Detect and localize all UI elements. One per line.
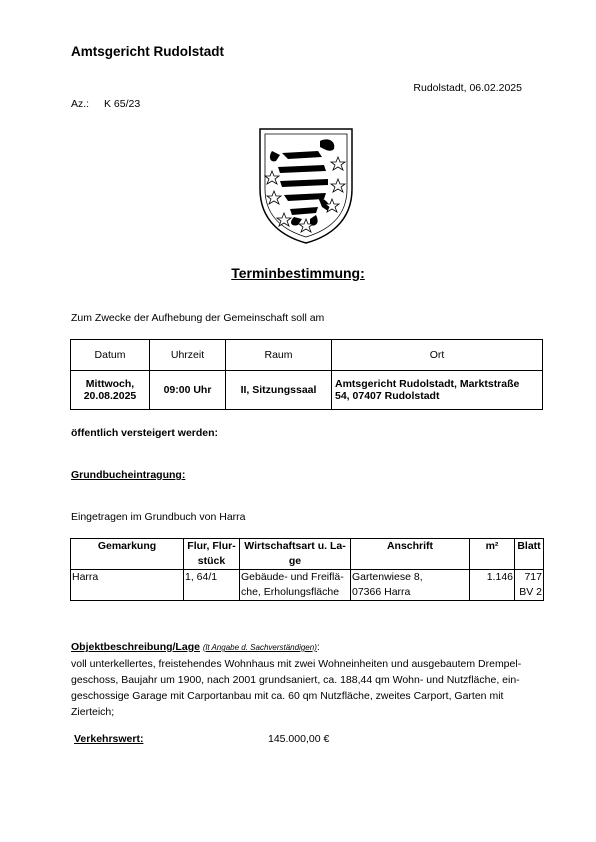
termin-table [70,339,543,410]
wirt-line-2: che, Erholungsfläche [241,586,340,598]
grundbuch-table [70,538,544,601]
header-m2 [470,539,515,570]
place-line-2: 54, 07407 Rudolstadt [335,390,440,402]
cell-ort [332,371,543,410]
verkehrswert-label: Verkehrswert: [74,733,144,745]
cell-m2: 1.146 [470,570,515,601]
header-ort: Ort [332,340,543,371]
objekt-line: voll unterkellertes, freistehendes Wohnhaus mit zwei Wohneinheiten und ausgebautem Drempel- [71,658,522,670]
table-header-row [71,340,543,371]
header-wirtschaftsart [240,539,351,570]
place-date: Rudolstadt, 06.02.2025 [413,82,522,94]
objekt-description [71,656,546,720]
objekt-line: geschoss, Baujahr um 1900, nach 2001 grundsaniert, ca. 188,44 qm Wohn- und Nutzfläche, ein- [71,674,520,686]
header-flur [184,539,240,570]
grundbuch-text: Eingetragen im Grundbuch von Harra [71,511,246,523]
grundbuch-heading: Grundbucheintragung: [71,469,186,481]
header-wirt-l2: ge [288,555,302,567]
anschrift-line-2: 07366 Harra [352,586,411,598]
header-anschrift: Anschrift [351,539,470,570]
cell-raum: II, Sitzungssaal [226,371,332,410]
cell-uhrzeit: 09:00 Uhr [150,371,226,410]
verkehrswert-value: 145.000,00 € [268,733,330,745]
az-label: Az.: [71,98,90,110]
header-gemarkung: Gemarkung [71,539,184,570]
cell-gemarkung: Harra [71,570,184,601]
date-line-2: 20.08.2025 [83,390,137,402]
cell-wirtschaftsart [240,570,351,601]
header-blatt: Blatt [515,539,544,570]
anschrift-line-1: Gartenwiese 8, [352,571,423,583]
cell-blatt [515,570,544,601]
cell-anschrift [351,570,470,601]
objekt-line: geschossige Garage mit Carportanbau mit ca. 60 qm Nutzfläche, zweites Carport, Garten mit [71,690,504,702]
header-flur-l2: stück [197,555,226,567]
objekt-note: (lt Angabe d. Sachverständigen) [202,643,317,652]
document-title: Terminbestimmung: [231,265,365,281]
place-line-1: Amtsgericht Rudolstadt, Marktstraße [335,378,520,390]
objekt-heading: Objektbeschreibung/Lage [71,641,200,653]
date-line-1: Mittwoch, [85,378,135,390]
cell-flur: 1, 64/1 [184,570,240,601]
coat-of-arms-thuringia [258,127,354,245]
header-wirt-l1: Wirtschaftsart u. La- [244,540,346,552]
table-row [71,570,544,601]
header-raum: Raum [226,340,332,371]
objekt-line: Zierteich; [71,706,115,718]
az-value: K 65/23 [104,98,141,110]
table-row [71,371,543,410]
blatt-line-1: 717 [524,571,542,583]
header-flur-l1: Flur, Flur- [187,540,236,552]
header-datum: Datum [71,340,150,371]
auction-text: öffentlich versteigert werden: [71,427,219,439]
court-name: Amtsgericht Rudolstadt [71,44,225,59]
table-header-row [71,539,544,570]
intro-text: Zum Zwecke der Aufhebung der Gemeinschaft soll am [71,312,325,324]
header-m2-text: m² [485,540,499,552]
file-reference [71,98,140,110]
blatt-line-2: BV 2 [519,586,542,598]
header-uhrzeit: Uhrzeit [150,340,226,371]
objekt-colon: : [316,641,320,653]
wirt-line-1: Gebäude- und Freiflä- [241,571,344,583]
objekt-heading-line [71,641,320,653]
cell-datum [71,371,150,410]
